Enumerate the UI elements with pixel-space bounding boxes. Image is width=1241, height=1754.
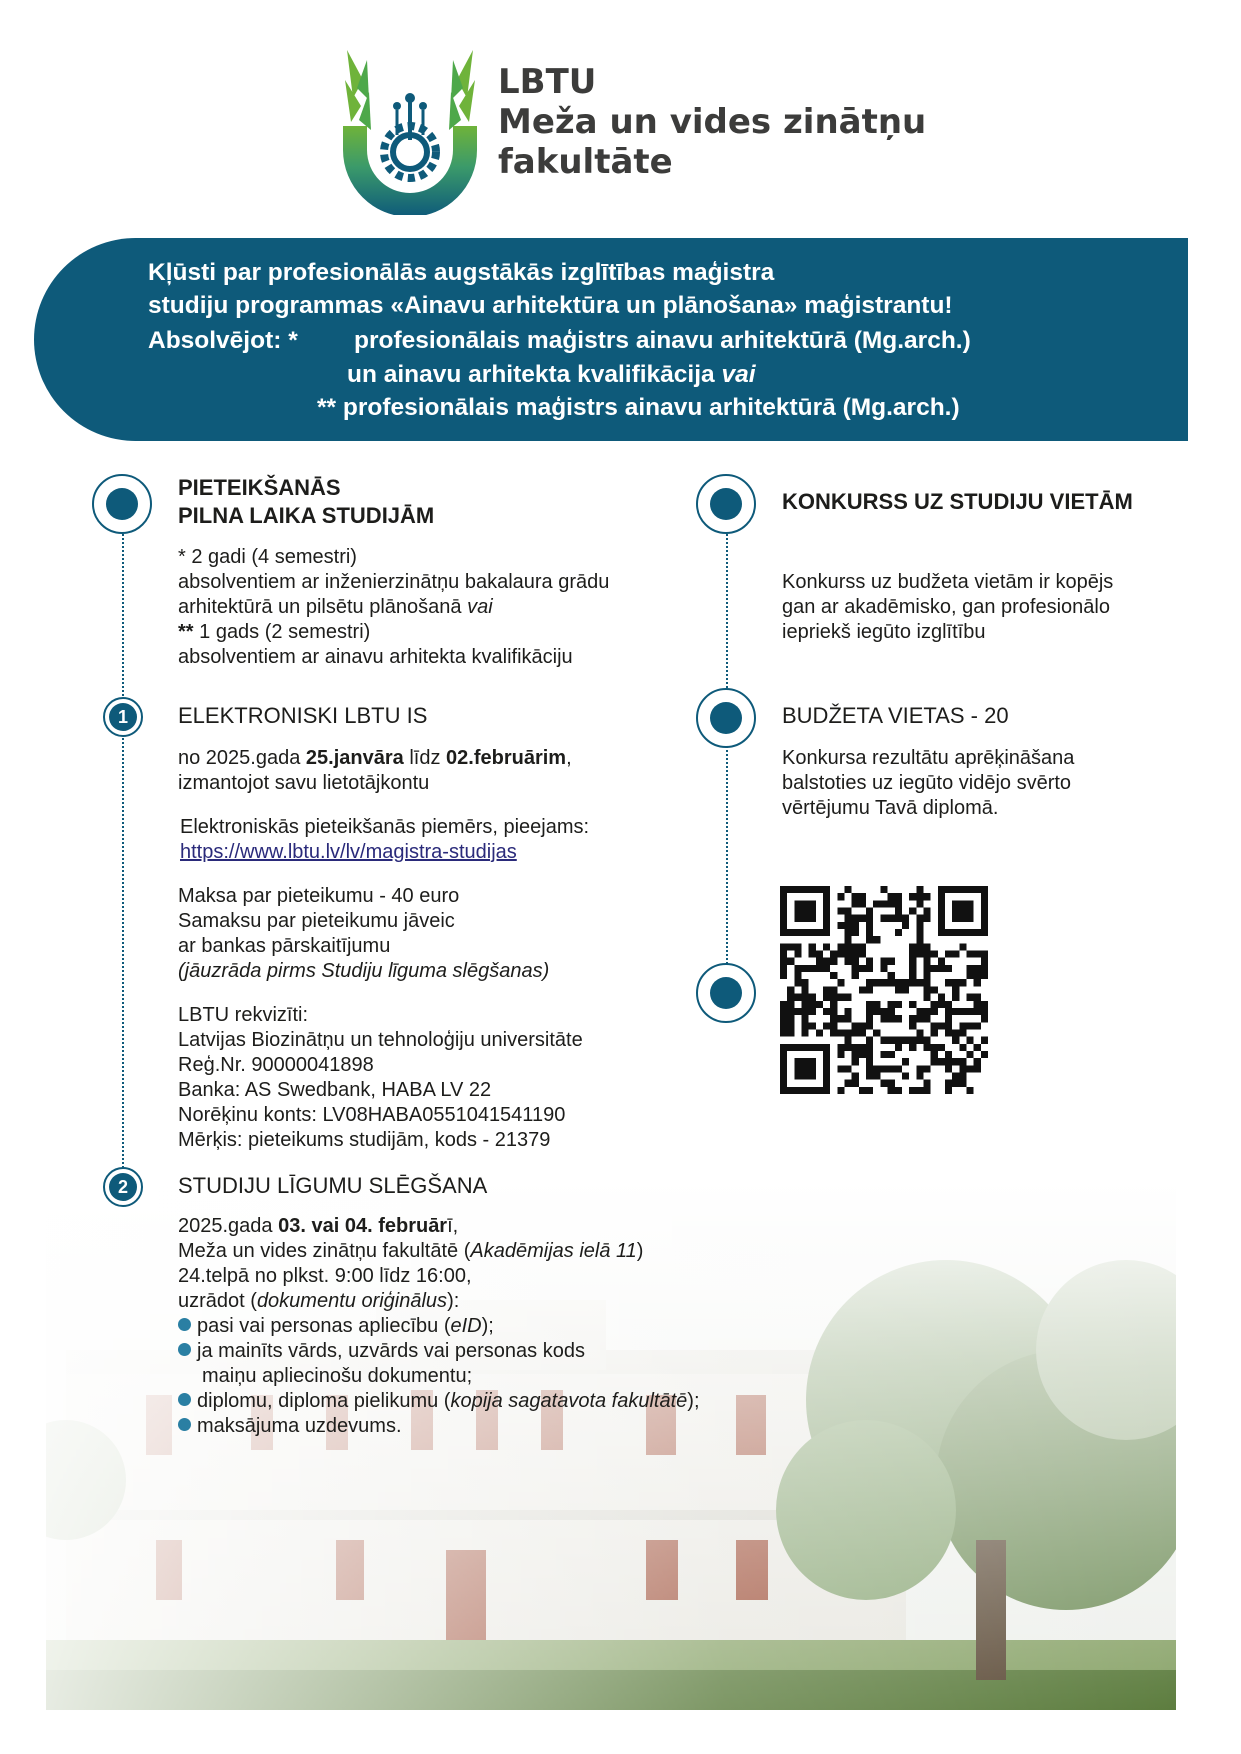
logo-line-2: Meža un vides zinātņu [498,102,927,142]
contest-line-1: Konkurss uz budžeta vietām ir kopējs [782,571,1114,593]
req-line-6: Mērķis: pieteikums studijām, kods - 21379 [178,1129,551,1151]
fee-line-2: Samaksu par pieteikumu jāveic [178,910,455,932]
req-line-1: LBTU rekvizīti: [178,1004,309,1026]
doc-item-2-cont: maiņu apliecinošu dokumentu; [202,1365,473,1387]
step-1-title: ELEKTRONISKI LBTU IS [178,703,428,728]
banner-line-3-label: Absolvējot: * [148,327,298,354]
step-1-account: izmantojot savu lietotājkontu [178,772,430,794]
apply-title-1: PIETEIKŠANĀS [178,475,341,500]
req-line-5: Norēķinu konts: LV08HABA0551041541190 [178,1104,566,1126]
doc-item-4: maksājuma uzdevums. [178,1414,402,1439]
banner-line-2: studiju programmas «Ainavu arhitektūra un plānošana» maģistrantu! [148,292,953,319]
contest-marker [696,474,756,534]
apply-title-2: PILNA LAIKA STUDIJĀM [178,503,435,528]
headline-banner [34,238,1188,441]
bullet-icon [178,1418,191,1431]
doc-item-1: pasi vai personas apliecību (eID); [178,1314,494,1339]
qr-code[interactable] [780,886,988,1094]
budget-marker [696,688,756,748]
apply-line-4: ** 1 gads (2 semestri) [178,621,371,643]
contest-line-2: gan ar akadēmisko, gan profesionālo [782,596,1110,618]
bullet-icon [178,1343,191,1356]
bullet-icon [178,1318,191,1331]
req-line-3: Reģ.Nr. 90000041898 [178,1054,374,1076]
logo-wordmark [498,62,926,182]
apply-line-2: absolventiem ar inženierzinātņu bakalaura grādu [178,571,610,593]
budget-title: BUDŽETA VIETAS - 20 [782,703,1009,728]
lbtu-logo [335,40,485,215]
left-timeline-line [122,530,124,1180]
banner-line-4: un ainavu arhitekta kvalifikācija vai [347,361,756,388]
step-2-place: Meža un vides zinātņu fakultātē (Akadēmijas ielā 11) [178,1240,644,1262]
step-2-date: 2025.gada 03. vai 04. februārī, [178,1215,459,1237]
right-timeline-line [726,530,728,1020]
doc-item-2: ja mainīts vārds, uzvārds vai personas kods [178,1339,585,1364]
apply-line-1: * 2 gadi (4 semestri) [178,546,357,568]
step-2-marker: 2 [103,1167,143,1207]
budget-line-1: Konkursa rezultātu aprēķināšana [782,747,1075,769]
logo-line-1: LBTU [498,62,597,102]
budget-line-3: vērtējumu Tavā diplomā. [782,797,999,819]
example-link[interactable]: https://www.lbtu.lv/lv/magistra-studijas [180,841,517,863]
contest-title: KONKURSS UZ STUDIJU VIETĀM [782,489,1133,514]
fee-line-4: (jāuzrāda pirms Studiju līguma slēgšanas) [178,960,550,982]
apply-line-3: arhitektūrā un pilsētu plānošanā vai [178,596,493,618]
fee-line-3: ar bankas pārskaitījumu [178,935,391,957]
banner-line-3: profesionālais maģistrs ainavu arhitektūrā (Mg.arch.) [354,327,971,354]
contest-line-3: iepriekš iegūto izglītību [782,621,986,643]
example-label: Elektroniskās pieteikšanās piemērs, pieejams: [180,816,590,838]
logo-line-3: fakultāte [498,142,673,182]
req-line-2: Latvijas Biozinātņu un tehnoloģiju universitāte [178,1029,583,1051]
step-2-title: STUDIJU LĪGUMU SLĒGŠANA [178,1173,488,1198]
step-2-docs: uzrādot (dokumentu oriģinālus): [178,1290,460,1312]
budget-line-2: balstoties uz iegūto vidējo svērto [782,772,1072,794]
fee-line-1: Maksa par pieteikumu - 40 euro [178,885,460,907]
qr-marker [696,963,756,1023]
step-2-time: 24.telpā no plkst. 9:00 līdz 16:00, [178,1265,472,1287]
step-1-marker: 1 [103,697,143,737]
apply-marker [92,474,152,534]
apply-line-5: absolventiem ar ainavu arhitekta kvalifikāciju [178,646,573,668]
doc-item-3: diplomu, diploma pielikumu (kopija sagatavota fakultātē); [178,1389,700,1414]
bullet-icon [178,1393,191,1406]
step-1-dates: no 2025.gada 25.janvāra līdz 02.februārim, [178,747,572,769]
banner-line-1: Kļūsti par profesionālās augstākās izglītības maģistra [148,259,775,286]
banner-line-5: ** profesionālais maģistrs ainavu arhitektūrā (Mg.arch.) [317,394,960,421]
req-line-4: Banka: AS Swedbank, HABA LV 22 [178,1079,492,1101]
